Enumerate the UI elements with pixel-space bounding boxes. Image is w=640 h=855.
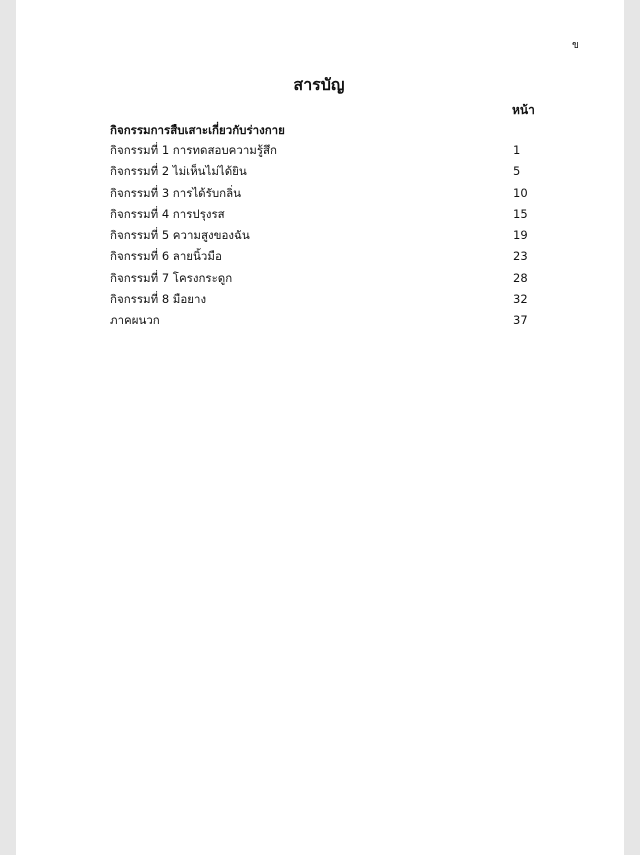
toc-title: สารบัญ (293, 75, 345, 94)
toc-entry[interactable] (110, 183, 540, 204)
toc-entry-title: กิจกรรมที่ 6 ลายนิ้วมือ (110, 249, 222, 264)
toc-list (110, 140, 540, 332)
toc-entry-page: 28 (513, 270, 528, 285)
toc-entry-page: 23 (513, 249, 528, 264)
toc-entry[interactable] (110, 161, 540, 182)
toc-entry-page: 15 (513, 206, 528, 221)
toc-entry[interactable] (110, 289, 540, 310)
toc-entry-title: กิจกรรมที่ 4 การปรุงรส (110, 206, 225, 221)
toc-entry[interactable] (110, 246, 540, 267)
toc-entry-page: 5 (513, 164, 521, 179)
toc-entry-page: 10 (513, 185, 528, 200)
document-page (16, 0, 624, 855)
toc-entry-title: กิจกรรมที่ 7 โครงกระดูก (110, 270, 233, 285)
toc-entry-title: กิจกรรมที่ 1 การทดสอบความรู้สึก (110, 143, 278, 157)
toc-entry[interactable] (110, 268, 540, 289)
toc-entry[interactable] (110, 140, 540, 161)
toc-entry-page: 19 (513, 228, 528, 243)
toc-entry-page: 37 (513, 313, 528, 328)
page-column-heading: หน้า (512, 103, 535, 117)
toc-entry-title: ภาคผนวก (110, 313, 160, 328)
toc-entry-title: กิจกรรมที่ 2 ไม่เห็นไม่ได้ยิน (110, 164, 247, 179)
toc-entry-page: 1 (513, 143, 521, 157)
toc-entry-title: กิจกรรมที่ 5 ความสูงของฉัน (110, 228, 250, 243)
toc-entry-title: กิจกรรมที่ 3 การได้รับกลิ่น (110, 185, 242, 200)
toc-entry[interactable] (110, 310, 540, 331)
toc-entry[interactable] (110, 204, 540, 225)
toc-entry-title: กิจกรรมที่ 8 มือยาง (110, 292, 207, 307)
section-heading: กิจกรรมการสืบเสาะเกี่ยวกับร่างกาย (110, 123, 285, 137)
page-number-label: ข (572, 40, 579, 51)
toc-entry-page: 32 (513, 292, 528, 307)
toc-entry[interactable] (110, 225, 540, 246)
